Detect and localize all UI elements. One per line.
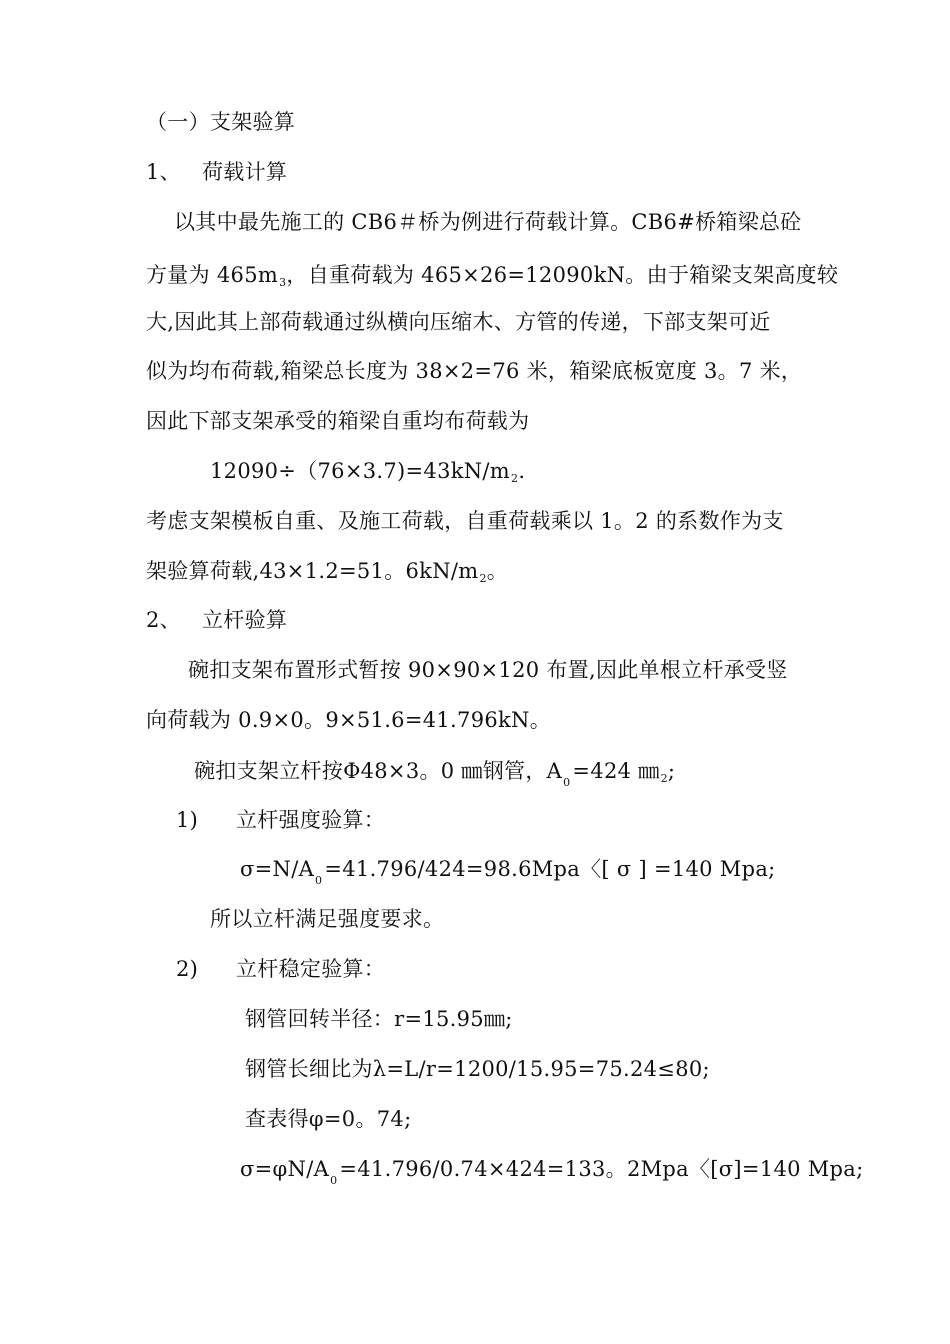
- subscript: 0: [563, 776, 571, 789]
- section-2-title: 立杆验算: [202, 608, 288, 632]
- text-run: =41.796/424=98.6Mpa〈[ σ ] =140 Mpa;: [324, 857, 776, 881]
- section-1-number: 1、: [146, 160, 181, 184]
- paragraph-line: 考虑支架模板自重、及施工荷载，自重荷载乘以 1。2 的系数作为支: [146, 509, 784, 533]
- text-run: 碗扣支架立杆按Φ48×3。0 ㎜钢管，A: [194, 759, 563, 783]
- text-run: =41.796/0.74×424=133。2Mpa〈[σ]=140 Mpa;: [339, 1157, 864, 1181]
- subscript: 0: [330, 1174, 338, 1187]
- calculation-line: 钢管回转半径：r=15.95㎜;: [245, 1007, 513, 1031]
- check-1-title: 立杆强度验算：: [236, 808, 386, 832]
- text-run: 方量为 465m: [146, 263, 279, 287]
- section-1-title: 荷载计算: [202, 160, 288, 184]
- paragraph-line: 向荷载为 0.9×0。9×51.6=41.796kN。: [146, 708, 552, 732]
- text-run: σ=N/A: [240, 857, 315, 881]
- unit-superscript: 3: [279, 276, 287, 289]
- paragraph-line: 大,因此其上部荷载通过纵横向压缩木、方管的传递，下部支架可近: [146, 310, 771, 334]
- check-2-title: 立杆稳定验算：: [236, 957, 386, 981]
- paragraph-line: 似为均布荷载,箱梁总长度为 38×2=76 米，箱梁底板宽度 3。7 米，: [146, 359, 803, 383]
- paragraph-line: [194, 757, 675, 789]
- formula-line: [240, 1155, 863, 1187]
- paragraph-line: 因此下部支架承受的箱梁自重均布荷载为: [146, 409, 530, 433]
- calculation-line: 查表得φ=0。74;: [245, 1107, 412, 1131]
- calculation-line: 钢管长细比为λ=L/r=1200/15.95=75.24≤80;: [245, 1057, 710, 1081]
- text-run: =424 ㎜: [572, 759, 660, 783]
- section-heading: （一）支架验算: [146, 110, 296, 134]
- unit-superscript: 2: [511, 472, 519, 485]
- paragraph-line: 以其中最先施工的 CB6＃桥为例进行荷载计算。CB6#桥箱梁总砼: [174, 210, 802, 234]
- check-2-number: 2): [176, 957, 199, 981]
- check-1-number: 1): [176, 808, 199, 832]
- section-2-number: 2、: [146, 608, 181, 632]
- paragraph-line: [146, 557, 508, 589]
- unit-superscript: 2: [479, 572, 487, 585]
- text-run: ;: [667, 759, 676, 783]
- paragraph-line: 碗扣支架布置形式暂按 90×90×120 布置,因此单根立杆承受竖: [188, 658, 788, 682]
- text-run: 。: [486, 559, 509, 583]
- text-run: .: [518, 459, 526, 483]
- text-run: σ=φN/A: [240, 1157, 330, 1181]
- paragraph-line: [146, 261, 838, 293]
- unit-superscript: 2: [660, 772, 668, 785]
- text-run: 12090÷（76×3.7)=43kN/m: [210, 459, 511, 483]
- conclusion-line: 所以立杆满足强度要求。: [210, 907, 445, 931]
- formula-line: [240, 855, 776, 887]
- subscript: 0: [315, 874, 323, 887]
- text-run: ，自重荷载为 465×26=12090kN。由于箱梁支架高度较: [286, 263, 839, 287]
- text-run: 架验算荷载,43×1.2=51。6kN/m: [146, 559, 479, 583]
- formula-line: [210, 457, 525, 489]
